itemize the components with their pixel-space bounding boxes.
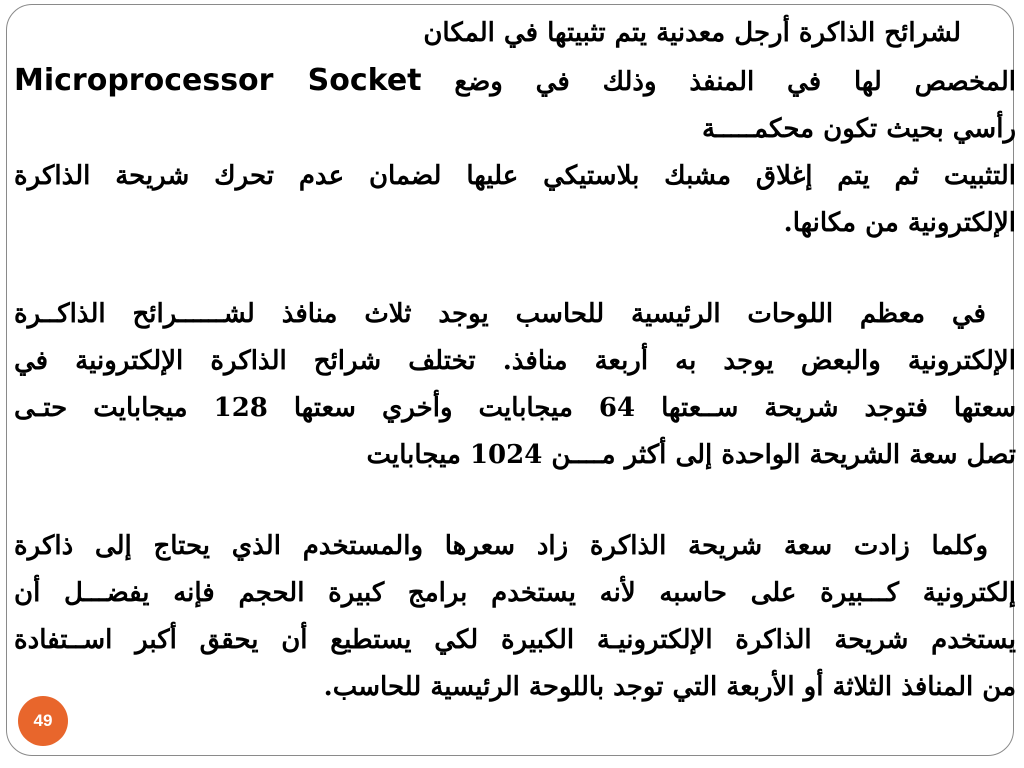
paragraph-line-text: المخصص لها في المنفذ وذلك في وضع bbox=[454, 67, 1016, 97]
slide-content bbox=[14, 10, 1016, 711]
paragraph-line: الإلكترونية والبعض يوجد به أربعة منافذ. تختلف شرائح الذاكرة الإلكترونية في bbox=[14, 346, 1016, 376]
paragraph-line: التثبيت ثم يتم إغلاق مشبك بلاستيكي عليها لضمان عدم تحرك شريحة الذاكرة bbox=[14, 161, 1016, 191]
paragraph-line: يستخدم شريحة الذاكرة الإلكترونيـة الكبيرة لكي يستطيع أن يحقق أكبر اســتفادة bbox=[14, 625, 1016, 655]
paragraph-line bbox=[14, 57, 1016, 106]
paragraph-line: لشرائح الذاكرة أرجل معدنية يتم تثبيتها في المكان bbox=[423, 18, 961, 48]
paragraph-line: رأسي بحيث تكون محكمـــــة bbox=[701, 114, 1016, 144]
paragraph-line: تصل سعة الشريحة الواحدة إلى أكثر مــــن 1024 ميجابايت bbox=[366, 440, 1016, 470]
paragraph-memory-capacity bbox=[14, 523, 1016, 711]
paragraph-line: سعتها فتوجد شريحة ســعتها 64 ميجابايت وأخري سعتها 128 ميجابايت حتـى bbox=[14, 393, 1016, 423]
paragraph-memory-installation bbox=[14, 10, 1016, 247]
paragraph-line: في معظم اللوحات الرئيسية للحاسب يوجد ثلاث منافذ لشــــــرائح الذاكــرة bbox=[14, 299, 986, 329]
paragraph-gap bbox=[14, 247, 1016, 291]
paragraph-line: من المنافذ الثلاثة أو الأربعة التي توجد باللوحة الرئيسية للحاسب. bbox=[323, 672, 1016, 702]
paragraph-line: وكلما زادت سعة شريحة الذاكرة زاد سعرها والمستخدم الذي يحتاج إلى ذاكرة bbox=[14, 531, 988, 561]
paragraph-line: الإلكترونية من مكانها. bbox=[783, 208, 1016, 238]
paragraph-line: إلكترونية كـــبيرة على حاسبه لأنه يستخدم برامج كبيرة الحجم فإنه يفضـــل أن bbox=[14, 578, 1016, 608]
microprocessor-socket-term: Microprocessor Socket bbox=[14, 63, 422, 98]
paragraph-memory-slots bbox=[14, 291, 1016, 479]
page-number-badge: 49 bbox=[18, 696, 68, 746]
paragraph-gap bbox=[14, 479, 1016, 523]
